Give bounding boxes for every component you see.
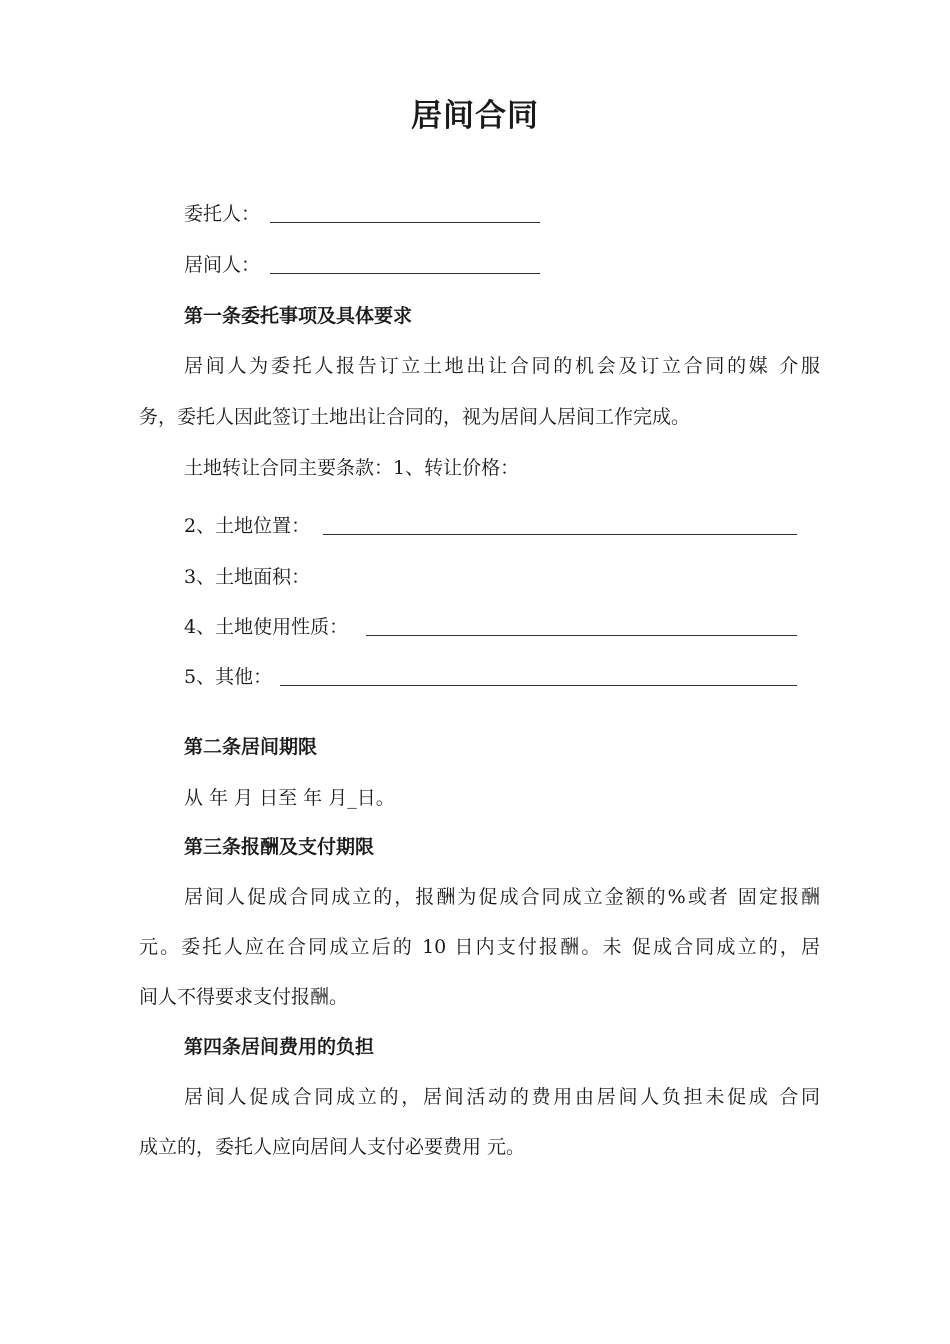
article1-heading: 第一条委托事项及具体要求 <box>184 305 413 327</box>
usage-blank-line <box>366 635 797 636</box>
page-title: 居间合同 <box>411 98 539 134</box>
client-label: 委托人： <box>184 203 261 225</box>
article3-line3: 间人不得要求支付报酬。 <box>139 986 349 1008</box>
term-item-location: 2、土地位置： <box>184 515 311 537</box>
term-item-area: 3、土地面积： <box>184 566 311 588</box>
location-blank-line <box>323 534 797 535</box>
article1-para-line2: 务，委托人因此签订土地出让合同的，视为居间人居间工作完成。 <box>139 406 691 428</box>
article4-line2: 成立的，委托人应向居间人支付必要费用 元。 <box>139 1136 526 1158</box>
client-blank-line <box>270 222 540 223</box>
terms-intro: 土地转让合同主要条款：1、转让价格： <box>184 457 520 479</box>
article4-heading: 第四条居间费用的负担 <box>184 1036 375 1058</box>
broker-blank-line <box>270 273 540 274</box>
broker-label: 居间人： <box>184 254 261 276</box>
term-item-usage: 4、土地使用性质： <box>184 616 349 638</box>
term-item-other: 5、其他： <box>184 666 273 688</box>
article1-para-line1: 居间人为委托人报告订立土地出让合同的机会及订立合同的媒 介服 <box>184 355 820 377</box>
article2-period: 从 年 月 日至 年 月_日。 <box>184 787 395 809</box>
article3-line1: 居间人促成合同成立的，报酬为促成合同成立金额的%或者 固定报酬 <box>184 886 820 908</box>
article3-line2: 元。委托人应在合同成立后的 10 日内支付报酬。未 促成合同成立的，居 <box>139 936 820 958</box>
article4-line1: 居间人促成合同成立的，居间活动的费用由居间人负担未促成 合同 <box>184 1086 820 1108</box>
article3-heading: 第三条报酬及支付期限 <box>184 836 375 858</box>
article2-heading: 第二条居间期限 <box>184 736 318 758</box>
other-blank-line <box>280 685 797 686</box>
